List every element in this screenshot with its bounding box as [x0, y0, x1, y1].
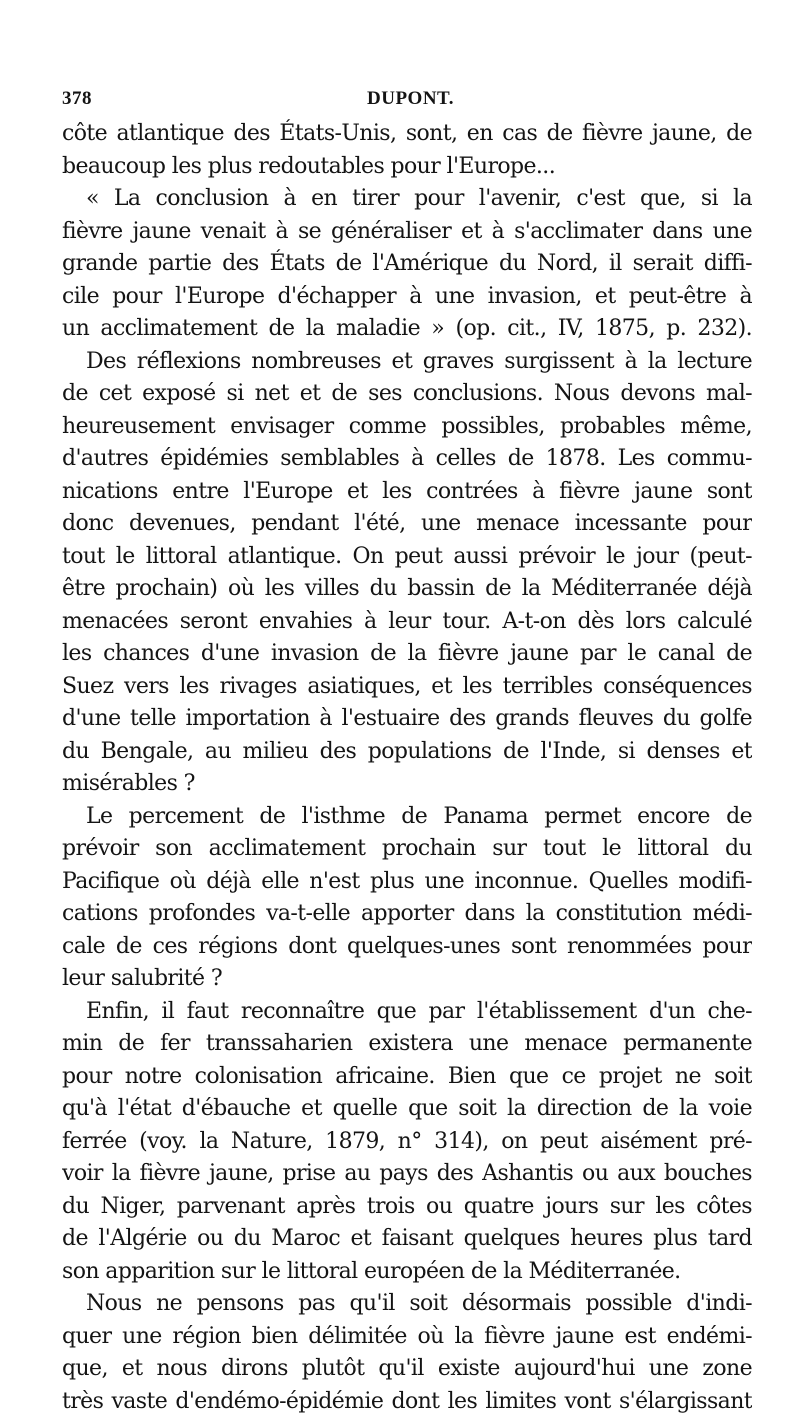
text-line: cale de ces régions dont quelques-unes sont renommées pour — [62, 933, 752, 959]
text-line: grande partie des États de l'Amérique du Nord, il serait diffi- — [62, 251, 752, 276]
text-line: Enfin, il faut reconnaître que par l'établissement d'un che- — [86, 998, 752, 1024]
text-line: son apparition sur le littoral européen de la Méditerranée. — [62, 1258, 681, 1284]
text-line: que, et nous dirons plutôt qu'il existe aujourd'hui une zone — [62, 1356, 752, 1381]
page-number: 378 — [62, 88, 92, 109]
text-line: quer une région bien délimitée où la fièvre jaune est endémi- — [62, 1323, 752, 1349]
text-line: prévoir son acclimatement prochain sur tout le littoral du — [62, 836, 752, 861]
text-line: « La conclusion à en tirer pour l'avenir, c'est que, si la — [86, 186, 752, 211]
text-line: d'autres épidémies semblables à celles de 1878. Les commu- — [62, 446, 752, 471]
text-line: qu'à l'état d'ébauche et quelle que soit la direction de la voie — [62, 1096, 752, 1121]
text-line: d'une telle importation à l'estuaire des grands fleuves du golfe — [62, 706, 752, 731]
text-line: menacées seront envahies à leur tour. A-t-on dès lors calculé — [62, 608, 752, 634]
text-line: fièvre jaune venait à se généraliser et à s'acclimater dans une — [62, 218, 752, 244]
text-line: leur salubrité ? — [62, 966, 223, 991]
text-line: du Niger, parvenant après trois ou quatre jours sur les côtes — [62, 1193, 752, 1219]
text-line: de l'Algérie ou du Maroc et faisant quelques heures plus tard — [62, 1226, 752, 1251]
text-line: voir la fièvre jaune, prise au pays des Ashantis ou aux bouches — [62, 1161, 752, 1186]
text-line: Des réflexions nombreuses et graves surgissent à la lecture — [86, 348, 752, 374]
text-line: cations profondes va-t-elle apporter dans la constitution médi- — [62, 901, 752, 926]
text-line: heureusement envisager comme possibles, probables même, — [62, 413, 752, 439]
text-line: Suez vers les rivages asiatiques, et les terribles conséquences — [62, 673, 752, 699]
page-header — [62, 88, 752, 114]
text-line: côte atlantique des États-Unis, sont, en cas de fièvre jaune, de — [62, 121, 752, 146]
text-line: min de fer transsaharien existera une menace permanente — [62, 1031, 752, 1056]
text-line: tout le littoral atlantique. On peut aussi prévoir le jour (peut- — [62, 543, 752, 569]
text-line: cile pour l'Europe d'échapper à une invasion, et peut-être à — [62, 283, 752, 309]
text-line: de cet exposé si net et de ses conclusions. Nous devons mal- — [62, 381, 752, 406]
text-line: Pacifique où déjà elle n'est plus une inconnue. Quelles modifi- — [62, 868, 752, 894]
text-line: beaucoup les plus redoutables pour l'Europe... — [62, 153, 556, 179]
text-line: très vaste d'endémo-épidémie dont les limites vont s'élargissant — [62, 1388, 752, 1414]
text-line: pour notre colonisation africaine. Bien que ce projet ne soit — [62, 1063, 752, 1089]
text-line: les chances d'une invasion de la fièvre jaune par le canal de — [62, 641, 752, 666]
text-line: misérables ? — [62, 771, 195, 796]
text-line: un acclimatement de la maladie » (op. cit., IV, 1875, p. 232). — [62, 316, 752, 341]
text-line: ferrée (voy. la Nature, 1879, n° 314), on peut aisément pré- — [62, 1128, 752, 1154]
text-line: être prochain) où les villes du bassin de la Méditerranée déjà — [62, 576, 752, 601]
text-line: du Bengale, au milieu des populations de l'Inde, si denses et — [62, 738, 752, 764]
text-line: nications entre l'Europe et les contrées à fièvre jaune sont — [62, 478, 752, 504]
text-line: Le percement de l'isthme de Panama permet encore de — [86, 803, 752, 829]
text-line: donc devenues, pendant l'été, une menace incessante pour — [62, 511, 752, 536]
body-text — [62, 118, 752, 1418]
running-head: DUPONT. — [367, 88, 455, 109]
text-line: Nous ne pensons pas qu'il soit désormais possible d'indi- — [86, 1291, 752, 1316]
